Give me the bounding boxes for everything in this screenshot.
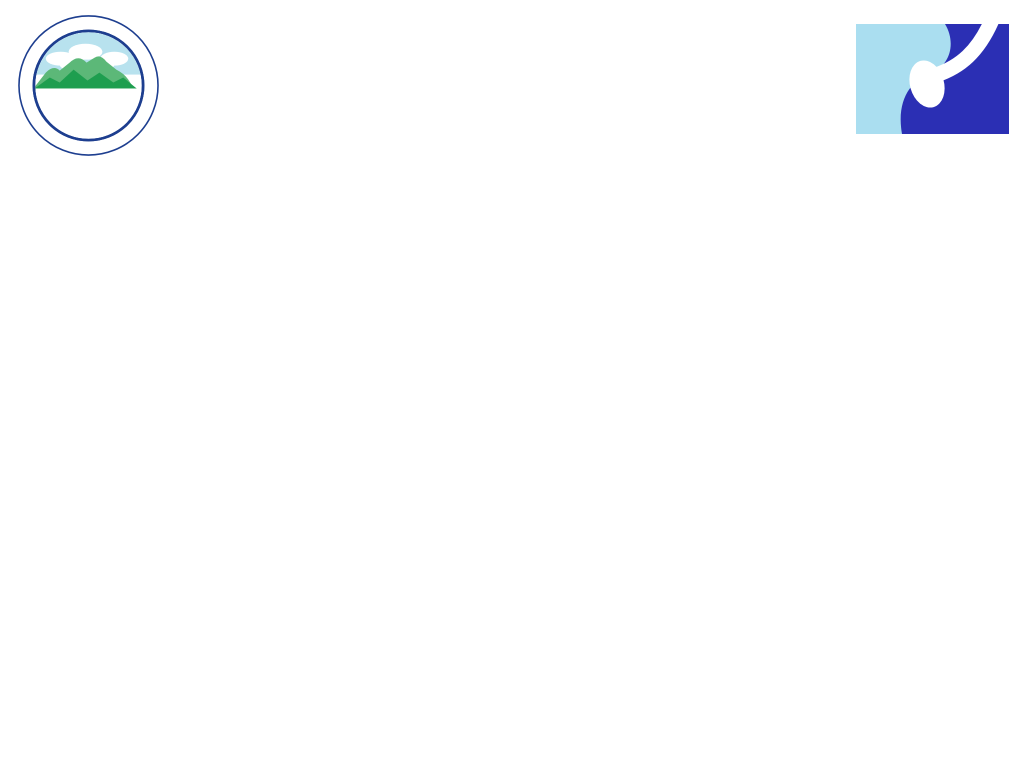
header xyxy=(0,46,1000,49)
cmetc-logo-graphic xyxy=(856,24,1009,134)
subtitle-row xyxy=(0,134,992,152)
cmetc-logo xyxy=(856,24,1009,134)
imhen-text-band xyxy=(32,88,145,111)
vietnam-forecast-map xyxy=(290,160,640,725)
